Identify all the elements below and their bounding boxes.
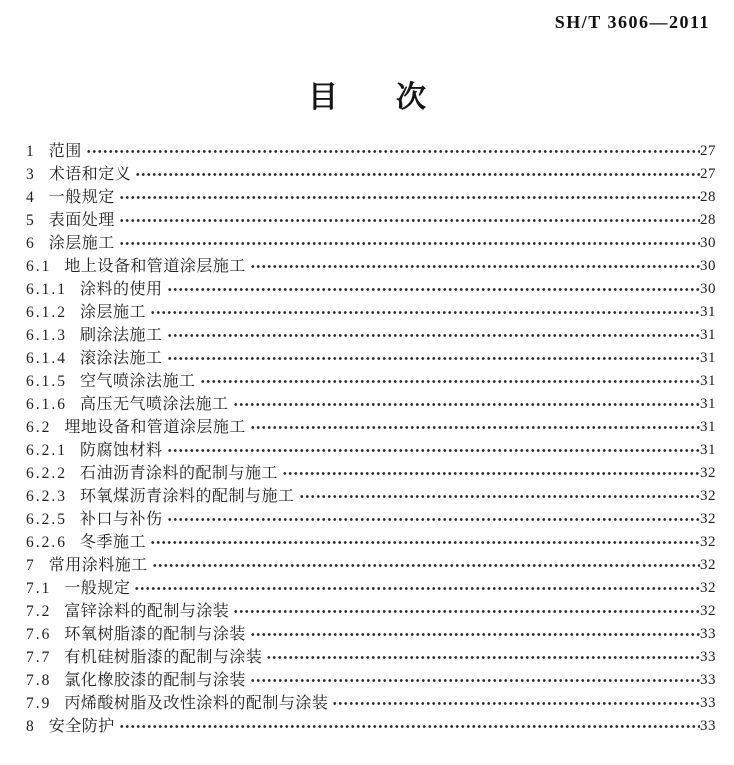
dot-leader <box>199 370 700 393</box>
toc-entry-title: 空气喷涂法施工 <box>80 373 196 390</box>
dot-leader <box>281 462 700 485</box>
toc-entry-number: 6.1.6 <box>26 396 67 413</box>
toc-entry <box>26 347 716 370</box>
dot-leader <box>134 163 700 186</box>
dot-leader <box>166 439 700 462</box>
dot-leader <box>249 416 700 439</box>
toc-entry-page: 32 <box>700 488 716 504</box>
dot-leader <box>118 186 700 209</box>
dot-leader <box>166 324 700 347</box>
toc-entry <box>26 163 716 186</box>
toc-entry-title: 环氧树脂漆的配制与涂装 <box>64 626 246 643</box>
toc-entry-number: 4 <box>26 189 36 206</box>
toc-entry <box>26 416 716 439</box>
toc-entry-page: 32 <box>700 603 716 619</box>
toc-entry-number: 5 <box>26 212 36 229</box>
toc-entry-number: 6.2 <box>26 419 52 436</box>
dot-leader <box>166 508 700 531</box>
toc-entry-number: 7.9 <box>26 695 52 712</box>
standard-number: SH/T 3606—2011 <box>554 12 710 32</box>
dot-leader <box>118 232 700 255</box>
toc-entry-title: 有机硅树脂漆的配制与涂装 <box>64 649 263 666</box>
toc-entry-number: 6.2.1 <box>26 442 67 459</box>
toc-list <box>26 140 716 738</box>
dot-leader <box>166 278 700 301</box>
toc-entry-title: 表面处理 <box>48 212 115 229</box>
toc-entry-number: 7.1 <box>26 580 52 597</box>
dot-leader <box>118 715 700 738</box>
dot-leader <box>149 531 700 554</box>
toc-entry <box>26 301 716 324</box>
toc-entry-number: 6.2.6 <box>26 534 67 551</box>
toc-entry-page: 32 <box>700 534 716 550</box>
toc-entry-page: 30 <box>700 235 716 251</box>
toc-entry-title: 涂料的使用 <box>80 281 163 298</box>
dot-leader <box>249 255 700 278</box>
toc-entry <box>26 531 716 554</box>
toc-entry-title: 防腐蚀材料 <box>80 442 163 459</box>
toc-entry-page: 32 <box>700 580 716 596</box>
dot-leader <box>151 554 700 577</box>
toc-entry <box>26 669 716 692</box>
toc-entry-page: 32 <box>700 557 716 573</box>
toc-entry-number: 3 <box>26 166 36 183</box>
toc-entry-number: 8 <box>26 718 36 735</box>
toc-entry <box>26 600 716 623</box>
toc-entry-page: 30 <box>700 281 716 297</box>
dot-leader <box>232 600 700 623</box>
toc-entry <box>26 462 716 485</box>
toc-entry-number: 6.2.5 <box>26 511 67 528</box>
toc-entry-page: 31 <box>700 442 716 458</box>
toc-entry-page: 33 <box>700 672 716 688</box>
toc-entry-number: 6.1.3 <box>26 327 67 344</box>
toc-entry <box>26 209 716 232</box>
toc-entry-page: 31 <box>700 373 716 389</box>
dot-leader <box>232 393 700 416</box>
dot-leader <box>85 140 700 163</box>
toc-entry-title: 一般规定 <box>48 189 115 206</box>
toc-entry-page: 27 <box>700 143 716 159</box>
dot-leader <box>249 623 700 646</box>
toc-entry-title: 丙烯酸树脂及改性涂料的配制与涂装 <box>64 695 329 712</box>
toc-entry-page: 32 <box>700 465 716 481</box>
toc-entry <box>26 439 716 462</box>
toc-entry-title: 冬季施工 <box>80 534 147 551</box>
toc-entry-title: 安全防护 <box>48 718 115 735</box>
toc-entry-number: 6.1.4 <box>26 350 67 367</box>
toc-entry <box>26 554 716 577</box>
toc-entry <box>26 255 716 278</box>
toc-entry-number: 6.1.5 <box>26 373 67 390</box>
toc-entry <box>26 646 716 669</box>
toc-entry-page: 28 <box>700 212 716 228</box>
dot-leader <box>298 485 700 508</box>
toc-entry <box>26 370 716 393</box>
toc-entry-page: 32 <box>700 511 716 527</box>
toc-entry-number: 7.7 <box>26 649 52 666</box>
toc-entry-title: 高压无气喷涂法施工 <box>80 396 229 413</box>
toc-entry-number: 6 <box>26 235 36 252</box>
dot-leader <box>166 347 700 370</box>
toc-entry-number: 6.2.2 <box>26 465 67 482</box>
toc-entry-number: 1 <box>26 143 36 160</box>
toc-entry-number: 7.8 <box>26 672 52 689</box>
toc-entry-title: 一般规定 <box>64 580 131 597</box>
toc-entry-title: 涂层施工 <box>48 235 115 252</box>
toc-entry-page: 31 <box>700 327 716 343</box>
toc-entry-page: 31 <box>700 350 716 366</box>
toc-entry-title: 地上设备和管道涂层施工 <box>64 258 246 275</box>
toc-entry-page: 33 <box>700 649 716 665</box>
toc-entry-number: 7.2 <box>26 603 52 620</box>
toc-entry-title: 埋地设备和管道涂层施工 <box>64 419 246 436</box>
toc-entry-page: 30 <box>700 258 716 274</box>
toc-entry-number: 6.1.1 <box>26 281 67 298</box>
toc-entry-page: 31 <box>700 419 716 435</box>
toc-entry <box>26 715 716 738</box>
toc-entry <box>26 232 716 255</box>
dot-leader <box>133 577 700 600</box>
toc-entry <box>26 324 716 347</box>
toc-entry-page: 33 <box>700 718 716 734</box>
toc-entry <box>26 692 716 715</box>
toc-entry-title: 范围 <box>48 143 82 160</box>
toc-entry <box>26 623 716 646</box>
toc-entry-page: 33 <box>700 695 716 711</box>
toc-entry <box>26 393 716 416</box>
toc-entry-number: 7.6 <box>26 626 52 643</box>
dot-leader <box>331 692 700 715</box>
dot-leader <box>149 301 700 324</box>
toc-entry-title: 补口与补伤 <box>80 511 163 528</box>
toc-entry-page: 31 <box>700 396 716 412</box>
toc-entry-title: 滚涂法施工 <box>80 350 163 367</box>
dot-leader <box>118 209 700 232</box>
toc-entry-title: 环氧煤沥青涂料的配制与施工 <box>80 488 295 505</box>
toc-entry-title: 石油沥青涂料的配制与施工 <box>80 465 279 482</box>
toc-entry-number: 6.1.2 <box>26 304 67 321</box>
toc-entry-page: 27 <box>700 166 716 182</box>
toc-entry <box>26 508 716 531</box>
toc-entry-title: 涂层施工 <box>80 304 147 321</box>
toc-entry <box>26 577 716 600</box>
dot-leader <box>249 669 700 692</box>
toc-entry-number: 6.1 <box>26 258 52 275</box>
toc-entry-title: 常用涂料施工 <box>48 557 148 574</box>
toc-entry-number: 6.2.3 <box>26 488 67 505</box>
toc-entry-page: 33 <box>700 626 716 642</box>
toc-entry-page: 31 <box>700 304 716 320</box>
toc-entry-title: 氯化橡胶漆的配制与涂装 <box>64 672 246 689</box>
toc-entry-title: 富锌涂料的配制与涂装 <box>64 603 230 620</box>
toc-entry-title: 刷涂法施工 <box>80 327 163 344</box>
toc-entry <box>26 485 716 508</box>
toc-entry <box>26 140 716 163</box>
page-title: 目 次 <box>308 81 440 114</box>
dot-leader <box>265 646 700 669</box>
toc-entry-title: 术语和定义 <box>48 166 132 183</box>
toc-entry-number: 7 <box>26 557 36 574</box>
toc-entry <box>26 186 716 209</box>
toc-entry <box>26 278 716 301</box>
toc-entry-page: 28 <box>700 189 716 205</box>
